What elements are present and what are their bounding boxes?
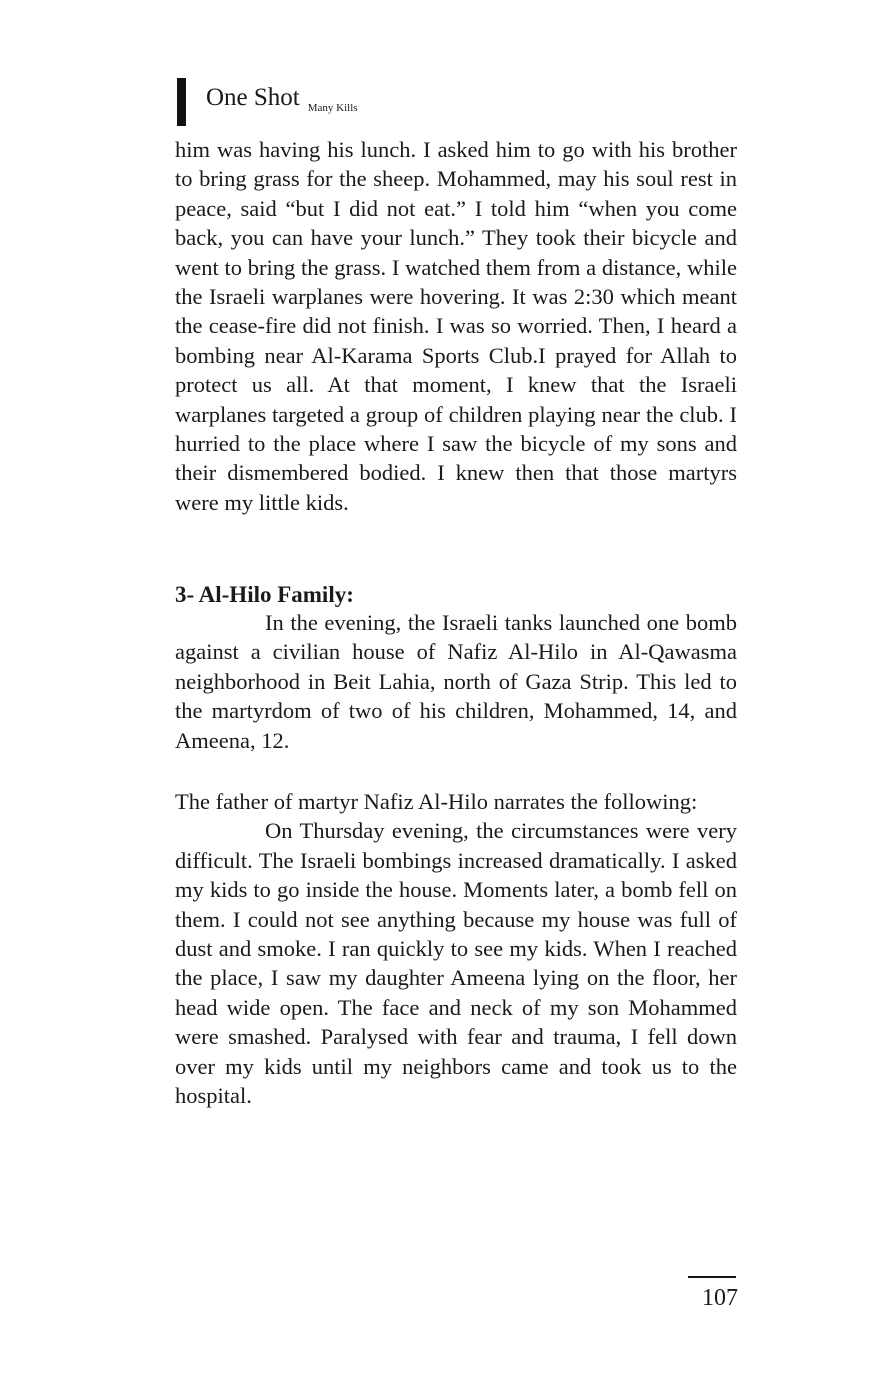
paragraph-family-intro: In the evening, the Israeli tanks launched one bomb against a civilian house of Nafiz Al-Hilo in Al-Qawasma neighborhood in Beit Lahia, north of Gaza Strip. This led to the martyrdom of two of his children, Mohammed, 14, and Ameena, 12. (175, 610, 737, 753)
running-head-subtitle: Many Kills (307, 102, 358, 114)
text-block-family-intro (175, 608, 737, 755)
section-heading: 3- Al-Hilo Family: (175, 582, 354, 607)
running-head-title: One Shot (206, 84, 300, 111)
text-block-continuation (175, 135, 737, 517)
running-head (177, 78, 358, 126)
paragraph-father-account: On Thursday evening, the circumstances were very difficult. The Israeli bombings increased dramatically. I asked my kids to go inside the house. Moments later, a bomb fell on them. I could not see anything because my house was full of dust and smoke. I ran quickly to see my kids. When I reached the place, I saw my daughter Ameena lying on the floor, her head wide open. The face and neck of my son Mohammed were smashed. Paralysed with fear and trauma, I fell down over my kids until my neighbors came and took us to the hospital. (175, 818, 737, 1109)
page-number-rule (688, 1276, 736, 1278)
paragraph-father-intro: The father of martyr Nafiz Al-Hilo narrates the following: (175, 789, 698, 814)
page-number: 107 (702, 1285, 738, 1311)
section-heading-block (175, 580, 737, 609)
running-head-bar (177, 78, 186, 126)
text-block-father (175, 787, 737, 1110)
paragraph-continuation: him was having his lunch. I asked him to go with his brother to bring grass for the sheep. Mohammed, may his soul rest in peace, said “but I did not eat.” I told him “when you come back, you can have your lunch.” They took their bicycle and went to bring the grass. I watched them from a distance, while the Israeli warplanes were hovering. It was 2:30 which meant the cease-fire did not finish. I was so worried. Then, I heard a bombing near Al-Karama Sports Club.I prayed for Allah to protect us all. At that moment, I knew that the Israeli warplanes targeted a group of children playing near the club. I hurried to the place where I saw the bicycle of my sons and their dismembered bodied. I knew then that those martyrs were my little kids. (175, 137, 737, 515)
